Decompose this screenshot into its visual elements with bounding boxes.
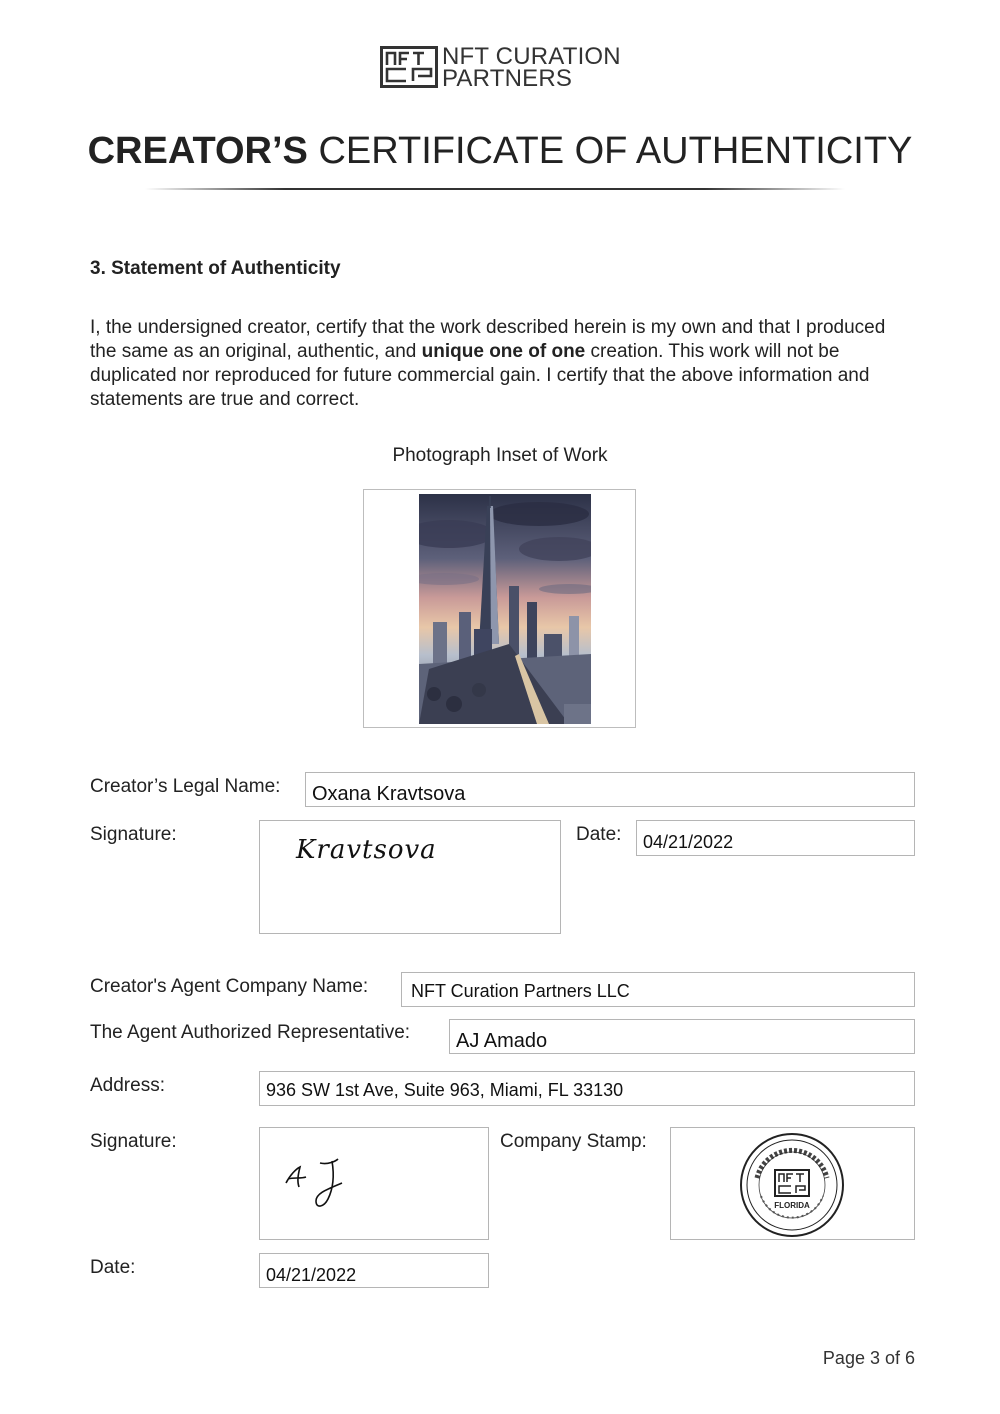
creator-signature-box[interactable] bbox=[259, 820, 561, 934]
statement-text-bold: unique one of one bbox=[421, 341, 586, 362]
title-divider bbox=[145, 188, 845, 190]
creator-legal-name-label: Creator’s Legal Name: bbox=[90, 776, 281, 797]
agent-stamp-box bbox=[670, 1127, 915, 1240]
agent-signature-label: Signature: bbox=[90, 1131, 177, 1152]
agent-signature bbox=[280, 1153, 360, 1215]
statement-paragraph bbox=[90, 316, 910, 412]
nft-cp-logo-icon bbox=[380, 46, 438, 88]
agent-address-field[interactable]: 936 SW 1st Ave, Suite 963, Miami, FL 33130 bbox=[259, 1071, 915, 1106]
statement-text-part2: creation. This work will not be duplicated nor reproduced for future commercial gain. I certify that the above information and statements are true and correct. bbox=[90, 341, 870, 410]
certificate-title-rest: CERTIFICATE OF AUTHENTICITY bbox=[318, 130, 913, 172]
agent-company-field[interactable]: NFT Curation Partners LLC bbox=[401, 972, 915, 1007]
agent-representative-label: The Agent Authorized Representative: bbox=[90, 1022, 411, 1043]
company-logo bbox=[380, 43, 630, 92]
statement-text-part1: I, the undersigned creator, certify that the work described herein is my own and that I produced the same as an original, authentic, and bbox=[90, 317, 886, 362]
agent-signature-box[interactable] bbox=[259, 1127, 489, 1240]
section-heading: 3. Statement of Authenticity bbox=[90, 258, 341, 279]
creator-legal-name-field[interactable]: Oxana Kravtsova bbox=[305, 772, 915, 807]
logo-text-line2: PARTNERS bbox=[442, 65, 573, 92]
stamp-state-text: FLORIDA bbox=[774, 1201, 810, 1210]
page-number: Page 3 of 6 bbox=[822, 1348, 915, 1368]
agent-address-label: Address: bbox=[90, 1075, 165, 1096]
certificate-title bbox=[0, 130, 1000, 173]
company-stamp-icon bbox=[737, 1132, 847, 1238]
logo-text-line1: NFT CURATION bbox=[442, 43, 621, 70]
agent-representative-field[interactable]: AJ Amado bbox=[449, 1019, 915, 1054]
agent-date-field[interactable]: 04/21/2022 bbox=[259, 1253, 489, 1288]
agent-company-label: Creator's Agent Company Name: bbox=[90, 976, 369, 997]
logo-text bbox=[442, 43, 621, 92]
agent-stamp-label: Company Stamp: bbox=[500, 1131, 647, 1152]
photo-caption: Photograph Inset of Work bbox=[392, 445, 608, 466]
certificate-title-bold: CREATOR’S bbox=[87, 130, 308, 172]
creator-signature: Kravtsova bbox=[296, 835, 437, 865]
creator-date-label: Date: bbox=[576, 824, 622, 845]
creator-date-field[interactable]: 04/21/2022 bbox=[636, 820, 915, 856]
city-skyscraper-painting-image bbox=[419, 494, 591, 724]
creator-signature-label: Signature: bbox=[90, 824, 177, 845]
photo-inset-frame bbox=[363, 489, 636, 728]
agent-date-label: Date: bbox=[90, 1257, 136, 1278]
